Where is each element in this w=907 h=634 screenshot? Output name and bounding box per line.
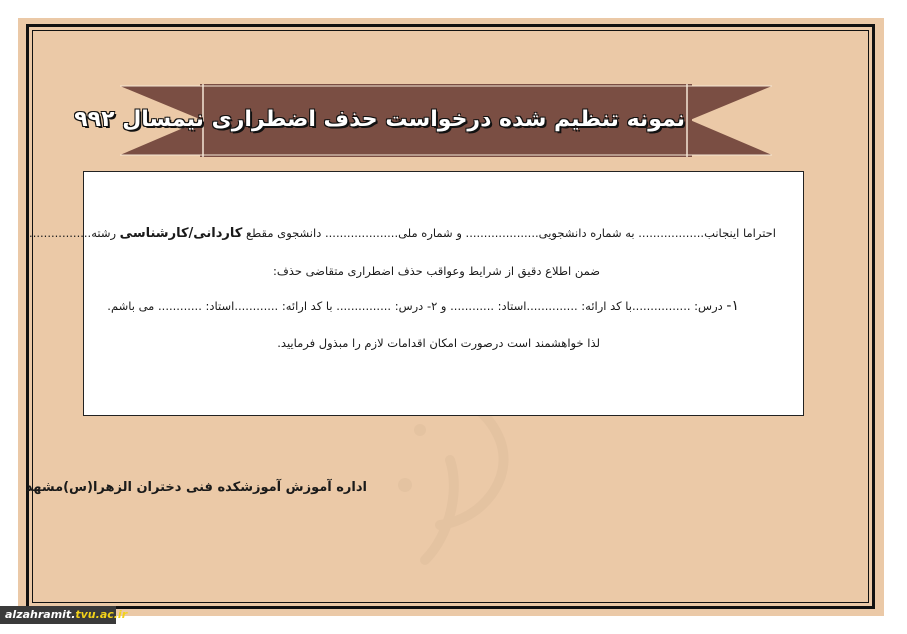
letter-line-closing: لذا خواهشمند است درصورت امکان اقدامات لازم را مبذول فرمایید. [277, 336, 600, 350]
letter-line-identity [29, 226, 776, 241]
site-domain: tvu.ac.ir [75, 608, 128, 621]
identity-text: احتراما اینجانب.................. به شماره دانشجویی.................... و شماره ملی.................... دانشجوی مقطع [242, 226, 776, 240]
site-url-badge[interactable] [0, 606, 128, 624]
letter-line-courses [107, 298, 739, 314]
course-item-number: ۱- [726, 298, 739, 314]
letter-text-box [29, 171, 804, 416]
letter-line-request: ضمن اطلاع دقیق از شرایط وعواقب حذف اضطراری متقاضی حذف: [273, 264, 600, 278]
site-prefix: alzahramit. [5, 608, 76, 621]
organization-signature: اداره آموزش آموزشکده فنی دختران الزهرا(س)مشهد [25, 480, 367, 495]
field-text: رشته................. [29, 226, 120, 240]
degree-level: کاردانی/کارشناسی [119, 226, 243, 241]
courses-text: درس: ................با کد ارائه: ..............استاد: ............ و ۲- درس: ............... با کد ارائه: ............استاد: ............ می باشم. [107, 299, 727, 313]
banner-title: نمونه تنظیم شده درخواست حذف اضطراری نیمسال ۹۹۲ [74, 107, 685, 132]
